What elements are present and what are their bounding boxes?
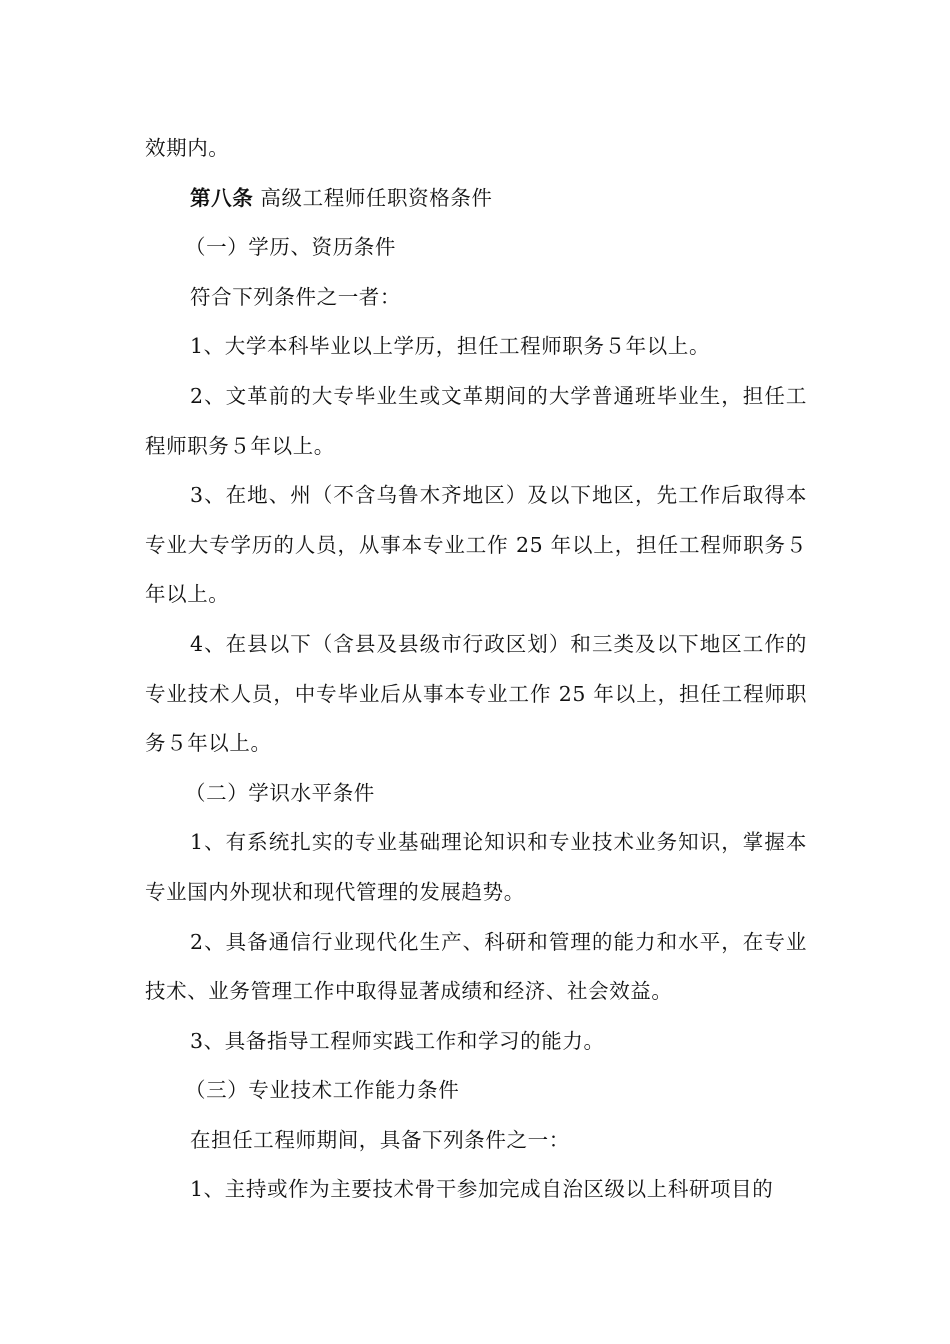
list-item: 2、文革前的大专毕业生或文革期间的大学普通班毕业生，担任工程师职务５年以上。 xyxy=(145,383,807,458)
list-item: 4、在县以下（含县及县级市行政区划）和三类及以下地区工作的专业技术人员，中专毕业后从事本专业工作 25 年以上，担任工程师职务５年以上。 xyxy=(145,631,807,756)
document-body xyxy=(145,124,807,1215)
section-heading: （一）学历、资历条件 xyxy=(185,235,396,260)
paragraph: 符合下列条件之一者： xyxy=(190,284,401,309)
section-heading: （三）专业技术工作能力条件 xyxy=(185,1078,460,1103)
article-number: 第八条 xyxy=(190,185,254,210)
paragraph: 在担任工程师期间，具备下列条件之一： xyxy=(190,1127,570,1152)
list-item: 1、有系统扎实的专业基础理论知识和专业技术业务知识，掌握本专业国内外现状和现代管理的发展趋势。 xyxy=(145,830,807,904)
list-item: 3、具备指导工程师实践工作和学习的能力。 xyxy=(190,1028,605,1053)
article-title: 高级工程师任职资格条件 xyxy=(253,185,493,210)
paragraph-continuation: 效期内。 xyxy=(145,136,230,160)
list-item: 2、具备通信行业现代化生产、科研和管理的能力和水平，在专业技术、业务管理工作中取得显著成绩和经济、社会效益。 xyxy=(145,929,807,1004)
article-heading xyxy=(145,174,807,224)
list-item: 1、大学本科毕业以上学历，担任工程师职务５年以上。 xyxy=(190,334,711,359)
list-item: 1、主持或作为主要技术骨干参加完成自治区级以上科研项目的 xyxy=(190,1177,774,1202)
list-item: 3、在地、州（不含乌鲁木齐地区）及以下地区，先工作后取得本专业大专学历的人员，从事本专业工作 25 年以上，担任工程师职务５年以上。 xyxy=(145,483,807,607)
section-heading: （二）学识水平条件 xyxy=(185,780,375,805)
